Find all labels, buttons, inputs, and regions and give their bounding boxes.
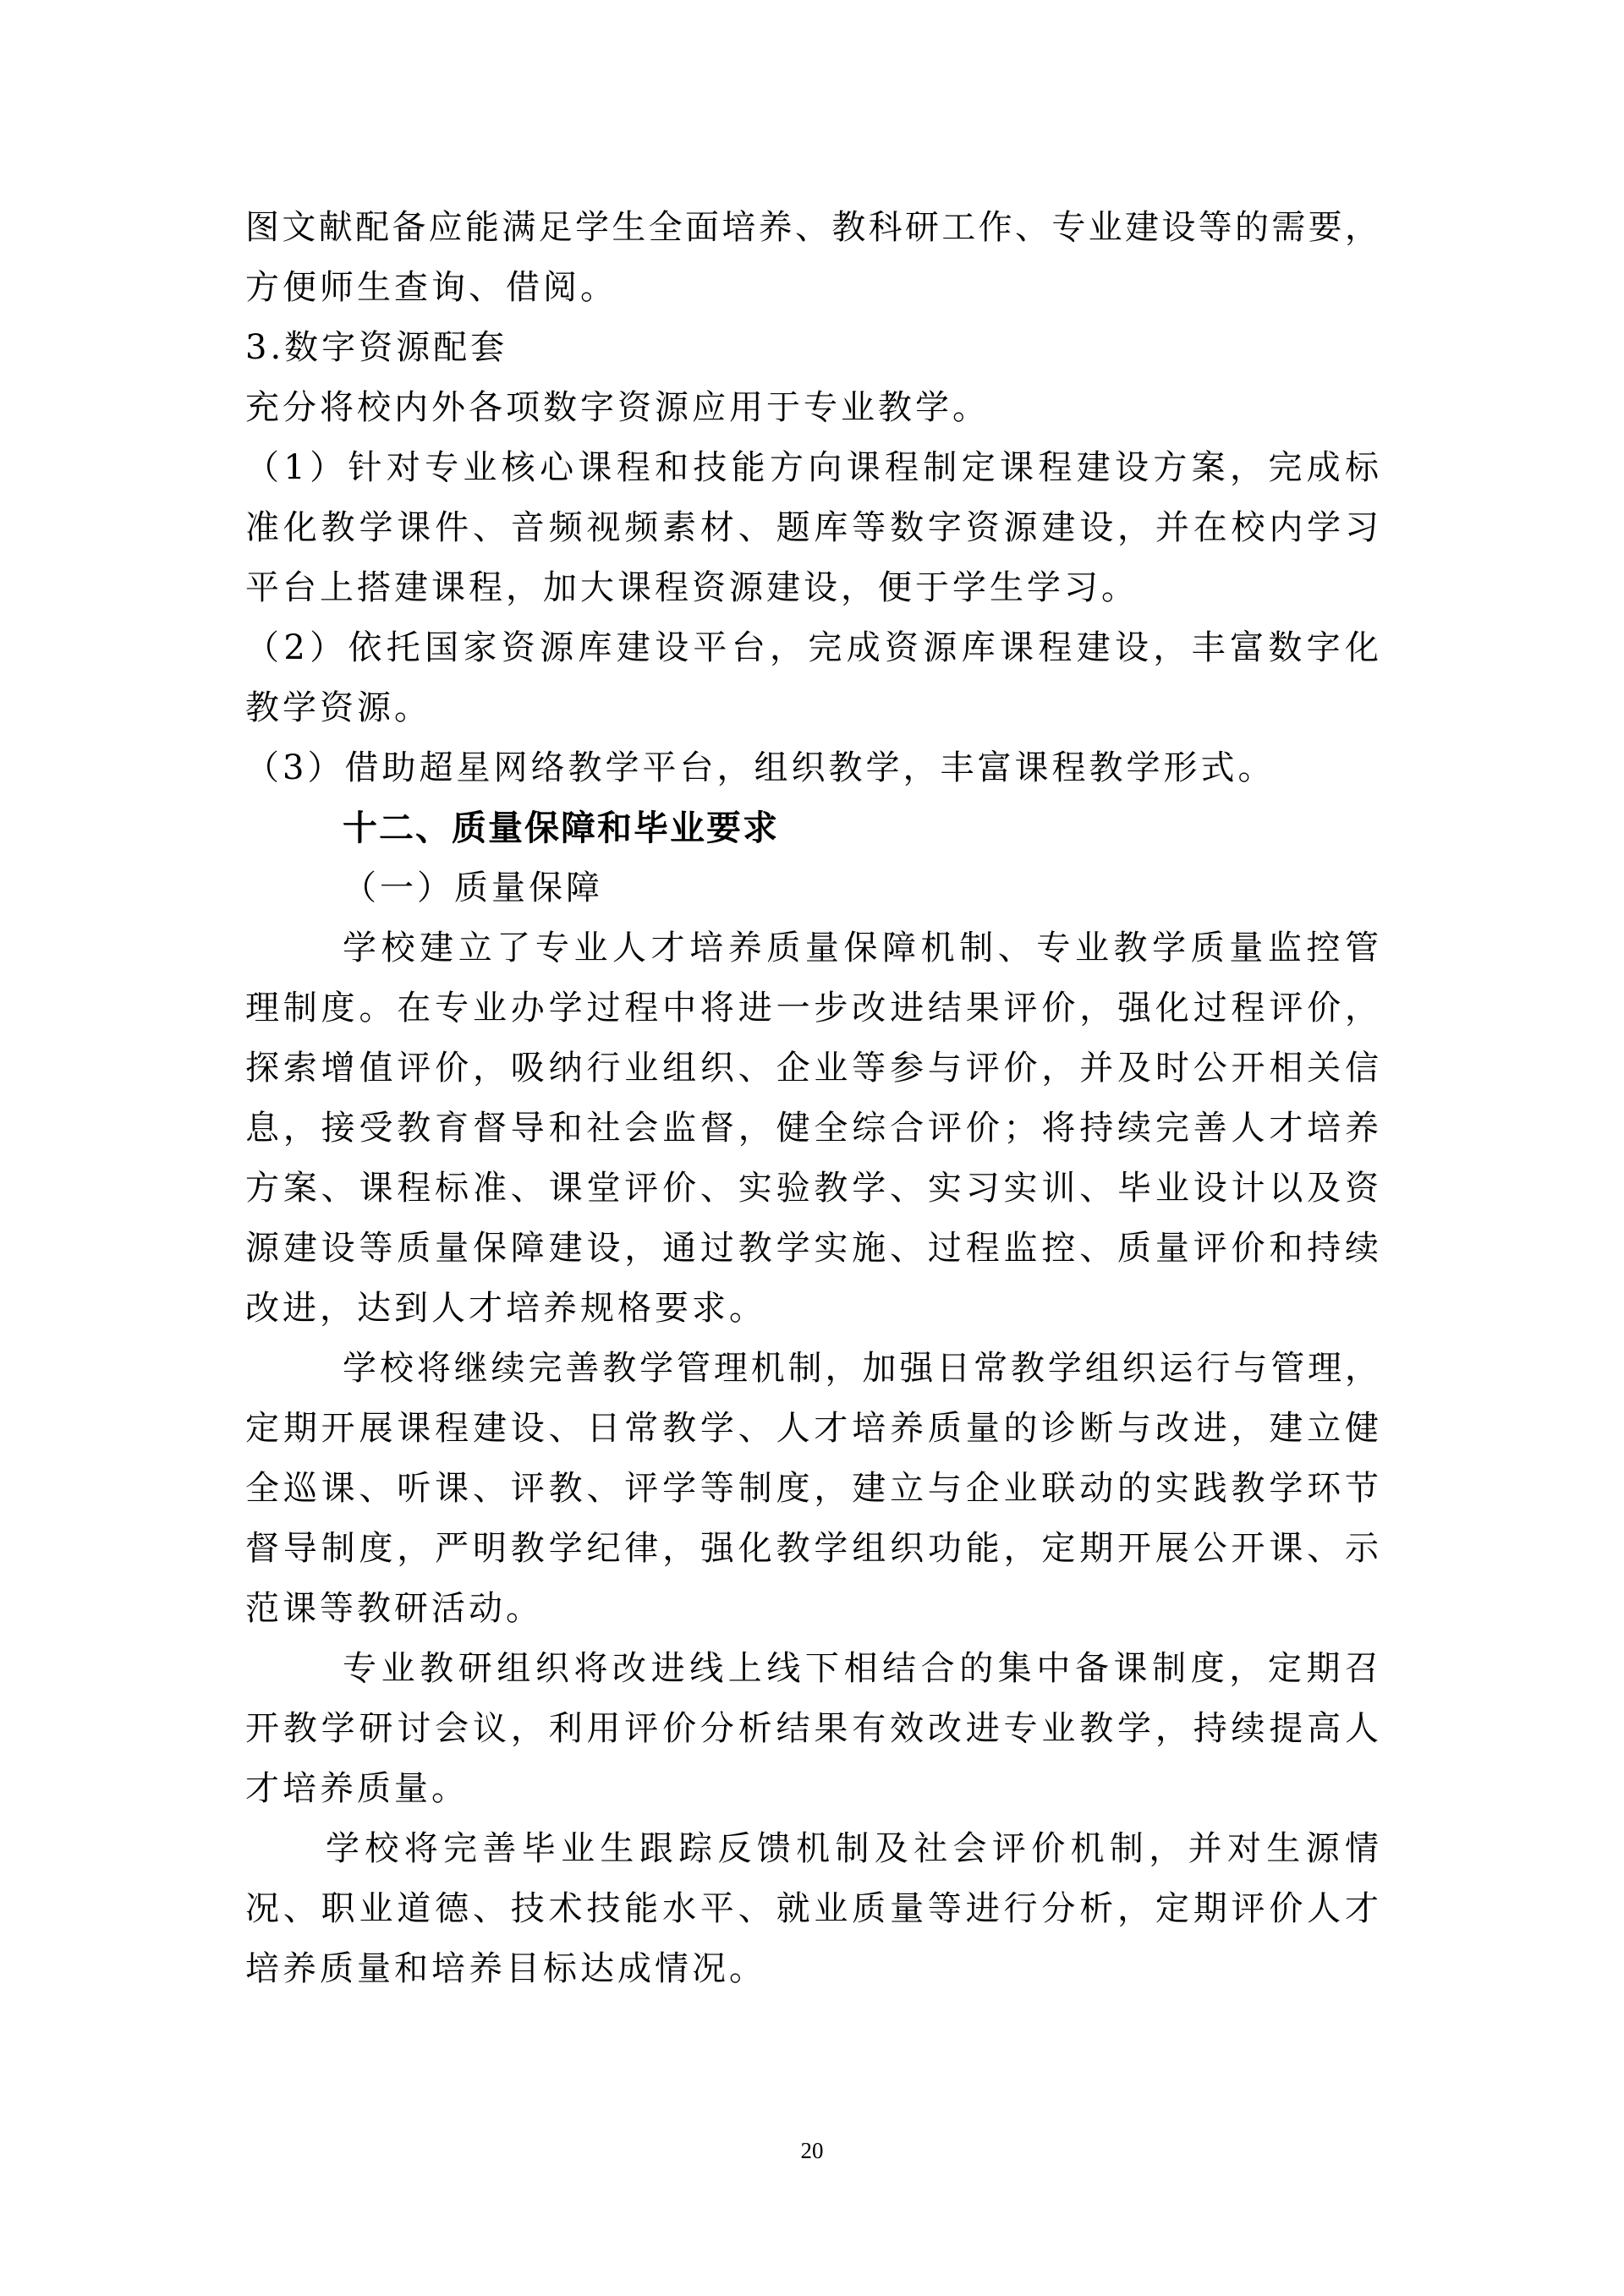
list-item-line: 准化教学课件、音频视频素材、题库等数字资源建设，并在校内学习	[245, 508, 1379, 547]
list-item-line: （3）借助超星网络教学平台，组织教学，丰富课程教学形式。	[245, 748, 1276, 787]
body-line: 学校建立了专业人才培养质量保障机制、专业教学质量监控管	[343, 929, 1379, 967]
body-line: 开教学研讨会议，利用评价分析结果有效改进专业教学，持续提高人	[245, 1709, 1379, 1748]
body-line: 方便师生查询、借阅。	[245, 268, 617, 307]
body-line: 改进，达到人才培养规格要求。	[245, 1289, 766, 1328]
body-line: 况、职业道德、技术技能水平、就业质量等进行分析，定期评价人才	[245, 1889, 1379, 1928]
list-item-line: （1）针对专业核心课程和技能方向课程制定课程建设方案，完成标	[245, 448, 1379, 487]
section-heading: 十二、质量保障和毕业要求	[343, 808, 779, 848]
body-line: 定期开展课程建设、日常教学、人才培养质量的诊断与改进，建立健	[245, 1409, 1379, 1448]
body-line: 学校将继续完善教学管理机制，加强日常教学组织运行与管理，	[343, 1349, 1379, 1388]
body-line: 督导制度，严明教学纪律，强化教学组织功能，定期开展公开课、示	[245, 1529, 1379, 1568]
body-line: 源建设等质量保障建设，通过教学实施、过程监控、质量评价和持续	[245, 1229, 1379, 1268]
section-subheading: 3.数字资源配套	[245, 328, 508, 367]
page-number: 20	[800, 2138, 824, 2163]
body-line: 学校将完善毕业生跟踪反馈机制及社会评价机制，并对生源情	[326, 1829, 1379, 1868]
body-line: 充分将校内外各项数字资源应用于专业教学。	[245, 388, 990, 427]
body-line: 理制度。在专业办学过程中将进一步改进结果评价，强化过程评价，	[245, 989, 1379, 1027]
subsection-heading: （一）质量保障	[343, 869, 603, 907]
list-item-line: 教学资源。	[245, 688, 431, 727]
body-line: 才培养质量。	[245, 1769, 469, 1808]
body-line: 图文献配备应能满足学生全面培养、教科研工作、专业建设等的需要，	[245, 208, 1379, 247]
body-line: 全巡课、听课、评教、评学等制度，建立与企业联动的实践教学环节	[245, 1469, 1379, 1508]
body-line: 专业教研组织将改进线上线下相结合的集中备课制度，定期召	[343, 1649, 1379, 1688]
body-line: 息，接受教育督导和社会监督，健全综合评价；将持续完善人才培养	[245, 1109, 1379, 1148]
body-line: 探索增值评价，吸纳行业组织、企业等参与评价，并及时公开相关信	[245, 1049, 1379, 1088]
body-line: 方案、课程标准、课堂评价、实验教学、实习实训、毕业设计以及资	[245, 1169, 1379, 1208]
list-item-line: （2）依托国家资源库建设平台，完成资源库课程建设，丰富数字化	[245, 628, 1379, 667]
body-line: 范课等教研活动。	[245, 1589, 543, 1628]
body-line: 培养质量和培养目标达成情况。	[245, 1949, 766, 1988]
list-item-line: 平台上搭建课程，加大课程资源建设，便于学生学习。	[245, 568, 1138, 607]
